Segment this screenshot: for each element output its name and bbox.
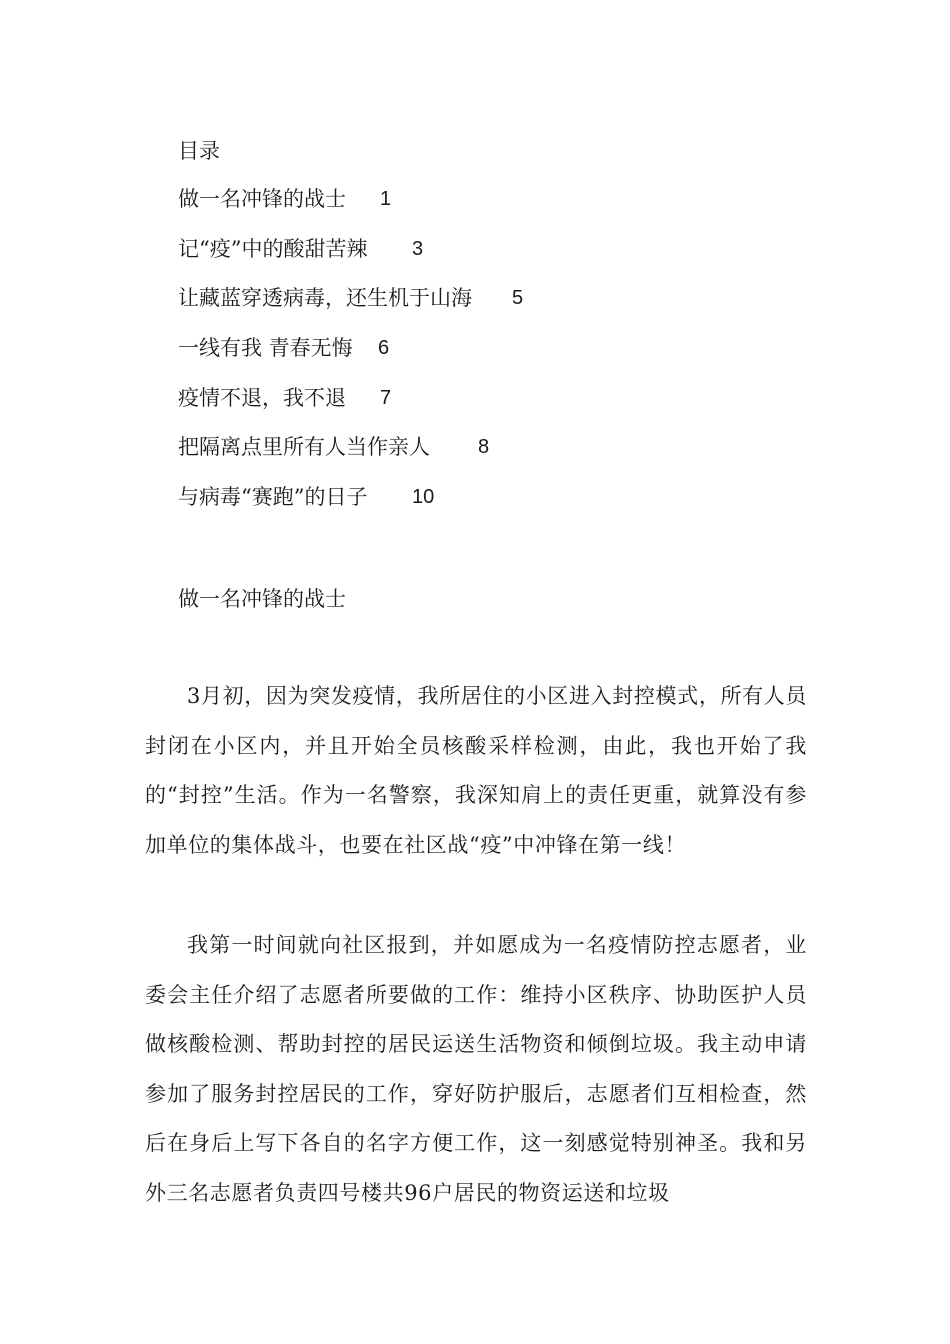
toc-item[interactable]: [178, 432, 490, 482]
toc-item-page: 8: [478, 436, 490, 459]
toc-item-page: 10: [412, 486, 435, 509]
toc-item-text: 记“疫”中的酸甜苦辣: [178, 236, 368, 261]
toc-item-page: 5: [512, 287, 524, 310]
article-title: 做一名冲锋的战士: [178, 587, 346, 611]
toc-item[interactable]: [178, 383, 472, 433]
toc-item-text: 疫情不退，我不退: [178, 385, 346, 410]
article-paragraph: 我第一时间就向社区报到，并如愿成为一名疫情防控志愿者，业委会主任介绍了志愿者所要做的工作：维持小区秩序、协助医护人员做核酸检测、帮助封控的居民运送生活物资和倾倒垃圾。我主动申请参加了服务封控居民的工作，穿好防护服后，志愿者们互相检查，然后在身后上写下各自的名字方便工作，这一刻感觉特别神圣。我和另外三名志愿者负责四号楼共96户居民的物资运送和垃圾: [145, 933, 807, 1205]
toc-item[interactable]: [178, 482, 472, 532]
toc-item-page: 3: [412, 237, 424, 260]
toc-item[interactable]: [178, 283, 524, 333]
toc-item-text: 把隔离点里所有人当作亲人: [178, 435, 430, 460]
toc-item-page: 7: [380, 386, 392, 409]
article-paragraph: 3月初，因为突发疫情，我所居住的小区进入封控模式，所有人员封闭在小区内，并且开始全员核酸采样检测，由此，我也开始了我的“封控”生活。作为一名警察，我深知肩上的责任更重，就算没有参加单位的集体战斗，也要在社区战“疫”中冲锋在第一线！: [145, 684, 807, 857]
table-of-contents: [178, 184, 524, 532]
toc-item[interactable]: [178, 333, 472, 383]
toc-item-text: 让藏蓝穿透病毒，还生机于山海: [178, 286, 472, 311]
toc-item-page: 1: [380, 188, 392, 210]
toc-title: 目录: [178, 139, 220, 163]
toc-item[interactable]: [178, 184, 472, 234]
toc-item-text: 一线有我 青春无悔: [178, 336, 353, 361]
toc-item-text: 做一名冲锋的战士: [178, 187, 346, 211]
toc-item-page: 6: [378, 337, 390, 360]
toc-item[interactable]: [178, 234, 472, 284]
toc-item-text: 与病毒“赛跑”的日子: [178, 485, 368, 510]
